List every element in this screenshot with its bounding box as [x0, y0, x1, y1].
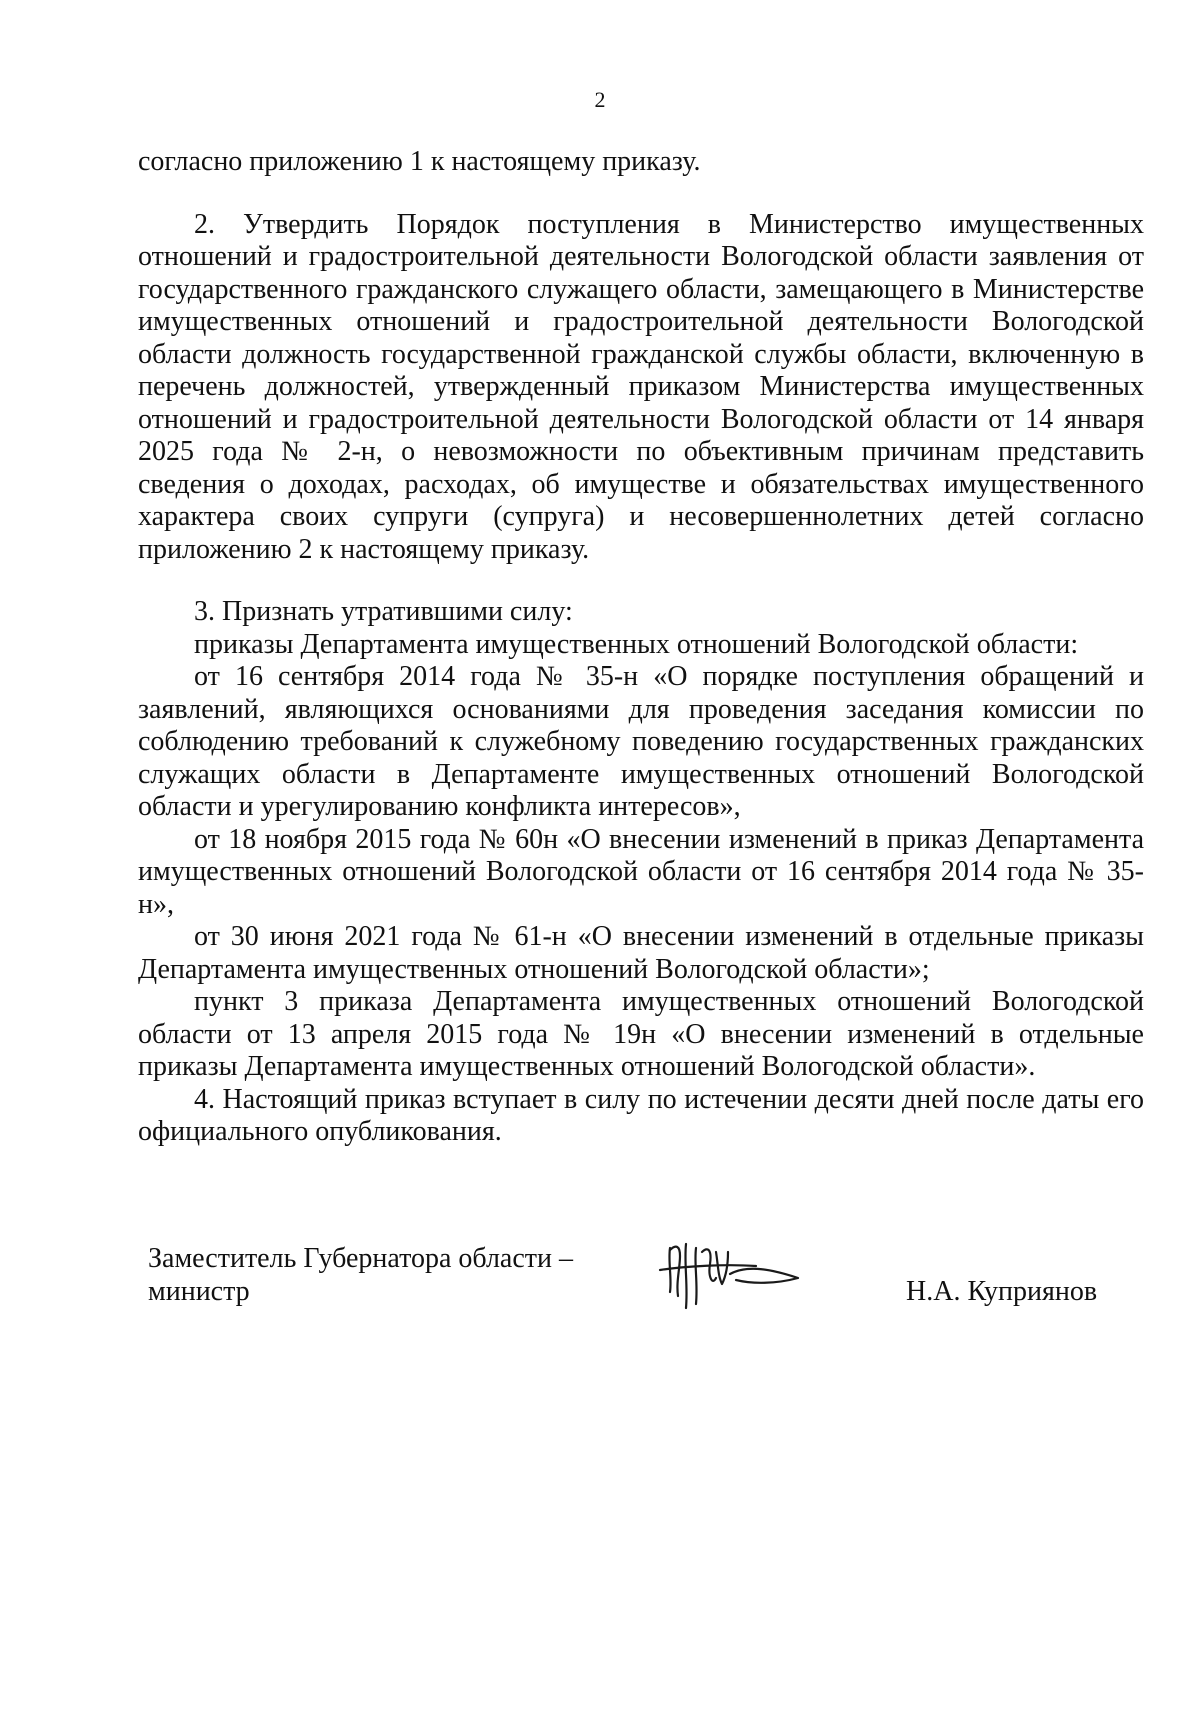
paragraph-order-2014: от 16 сентября 2014 года № 35-н «О порядке поступления обращений и заявлений, являющихся основаниями для проведения заседания комиссии по соблюдению требований к служебному поведению государственных гражданских служащих области в Департаменте имущественных отношений Вологодской области и урегулированию конфликта интересов», — [138, 661, 1144, 822]
paragraph-order-2021: от 30 июня 2021 года № 61-н «О внесении изменений в отдельные приказы Департамента имущественных отношений Вологодской области»; — [138, 921, 1144, 985]
paragraph-continuation: согласно приложению 1 к настоящему приказу. — [138, 146, 701, 177]
paragraph-item-3: 3. Признать утратившими силу: — [194, 596, 573, 627]
document-body — [138, 146, 1144, 1149]
paragraph-orders-intro: приказы Департамента имущественных отношений Вологодской области: — [194, 628, 1079, 660]
signatory-name: Н.А. Куприянов — [906, 1276, 1098, 1307]
paragraph-item-2: 2. Утвердить Порядок поступления в Министерство имущественных отношений и градостроительной деятельности Вологодской области заявления от государственного гражданского служащего области, замещающего в Министерстве имущественных отношений и градостроительной деятельности Вологодской области должность государственной гражданской службы области, включенную в перечень должностей, утвержденный приказом Министерства имущественных отношений и градостроительной деятельности Вологодской области от 14 января 2025 года № 2-н, о невозможности по объективным причинам представить сведения о доходах, расходах, об имуществе и обязательствах имущественного характера своих супруги (супруга) и несовершеннолетних детей согласно приложению 2 к настоящему приказу. — [138, 208, 1144, 565]
signatory-position — [148, 1242, 573, 1308]
signatory-position-line-2: министр — [148, 1276, 250, 1307]
page-number: 2 — [594, 87, 606, 112]
signatory-position-line-1: Заместитель Губернатора области – — [148, 1243, 573, 1274]
paragraph-order-2015: от 18 ноября 2015 года № 60н «О внесении изменений в приказ Департамента имущественных отношений Вологодской области от 16 сентября 2014 года № 35-н», — [138, 823, 1144, 920]
handwritten-signature — [656, 1234, 806, 1314]
paragraph-item-4: 4. Настоящий приказ вступает в силу по истечении десяти дней после даты его официального опубликования. — [138, 1083, 1144, 1147]
signature-block — [148, 1242, 1148, 1332]
paragraph-point-3: пункт 3 приказа Департамента имущественных отношений Вологодской области от 13 апреля 2015 года № 19н «О внесении изменений в отдельные приказы Департамента имущественных отношений Вологодской области». — [138, 986, 1144, 1082]
